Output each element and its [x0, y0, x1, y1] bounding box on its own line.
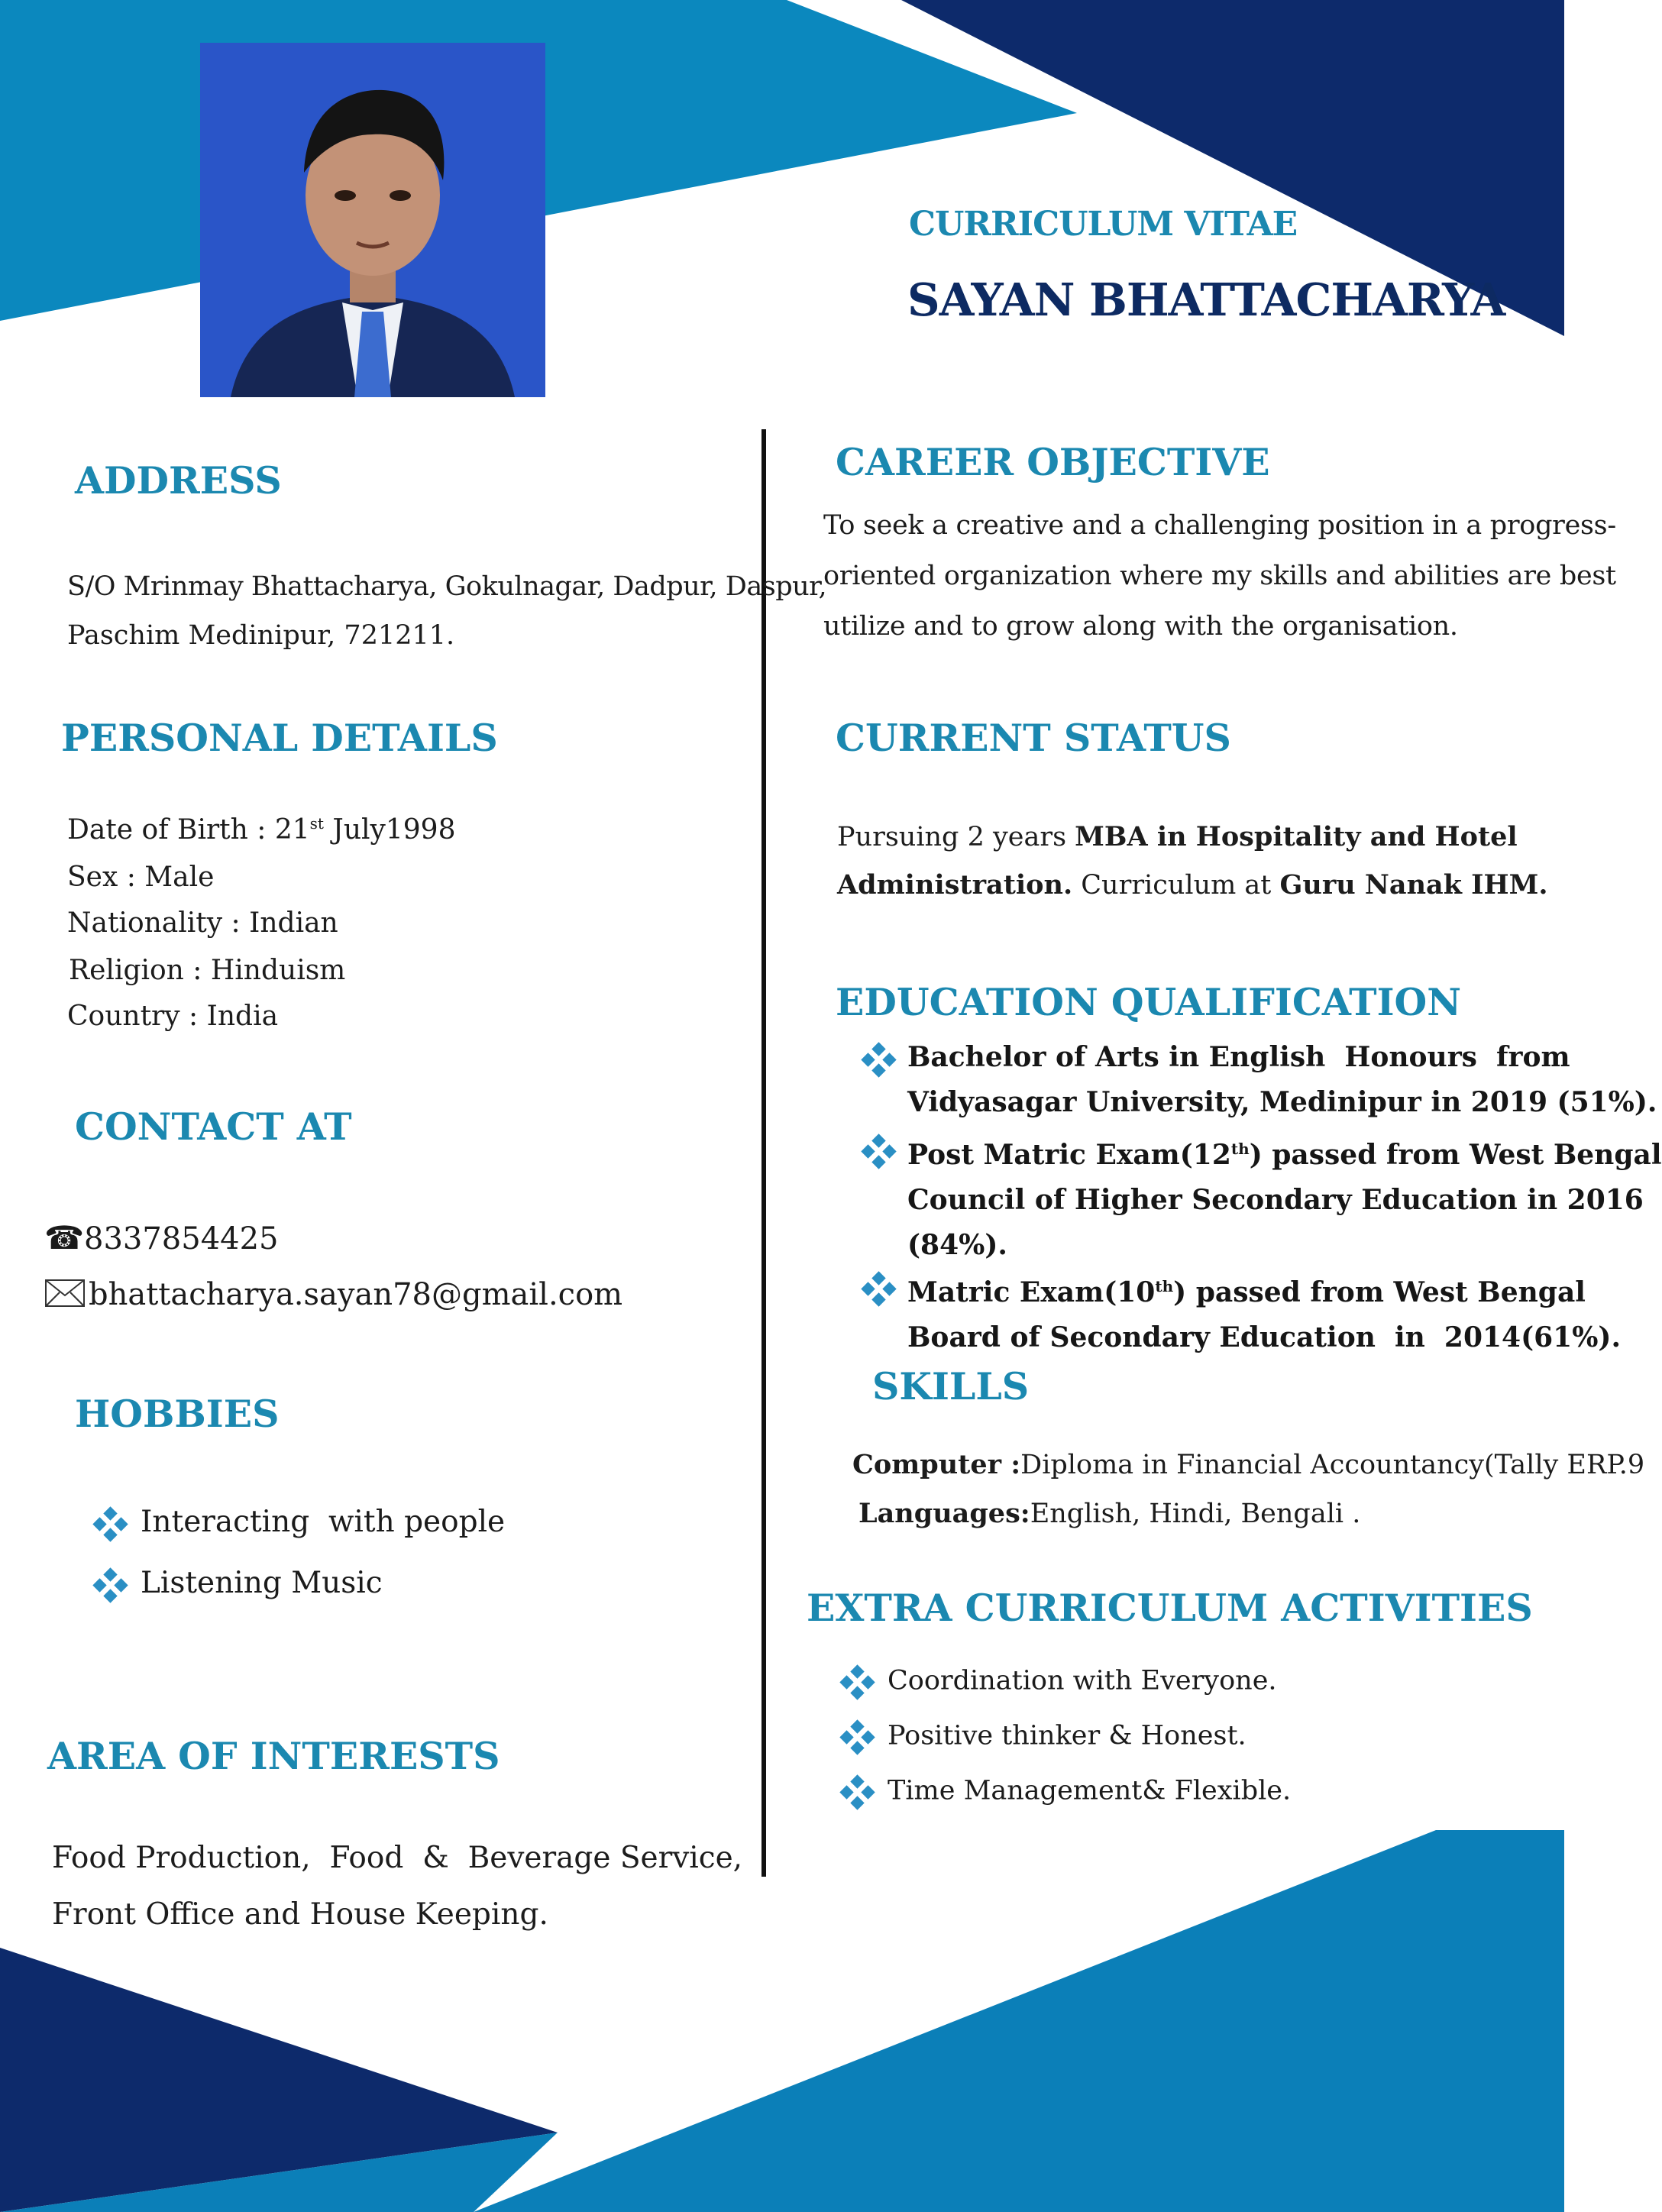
edu2-line-3: (84%). — [907, 1229, 1007, 1261]
status-institute: Guru Nanak IHM. — [1279, 869, 1548, 901]
date-of-birth — [67, 814, 455, 846]
extra-label: Coordination with Everyone. — [888, 1665, 1277, 1696]
edu1-line-1: Bachelor of Arts in English Honours from — [907, 1041, 1570, 1073]
column-divider — [761, 429, 766, 1877]
skills-heading: SKILLS — [872, 1364, 1030, 1408]
telephone-icon: ☎ — [44, 1219, 85, 1256]
computer-label: Computer : — [852, 1449, 1021, 1480]
hobby-item-2 — [93, 1566, 383, 1602]
edu2-text-a: Post Matric Exam(12 — [907, 1139, 1231, 1171]
edu2-line-2: Council of Higher Secondary Education in 2016 — [907, 1184, 1644, 1216]
edu1-line-2: Vidyasagar University, Medinipur in 2019 (51%). — [907, 1086, 1657, 1118]
extra-item-1 — [840, 1665, 1277, 1699]
interests-line-2: Front Office and House Keeping. — [52, 1897, 548, 1932]
extra-label: Time Management& Flexible. — [888, 1775, 1292, 1806]
phone-number: 8337854425 — [84, 1221, 279, 1256]
dob-sup: st — [309, 814, 324, 833]
skills-languages — [858, 1498, 1360, 1529]
dob-rest: July1998 — [323, 814, 456, 846]
status-text-2: Curriculum at — [1072, 870, 1280, 901]
profile-photo — [200, 43, 545, 397]
diamond-bullet-icon — [93, 1568, 127, 1602]
status-text: Pursuing 2 years — [837, 822, 1075, 852]
personal-details-heading: PERSONAL DETAILS — [61, 716, 498, 760]
religion: Religion : Hinduism — [69, 955, 346, 986]
extra-curricular-heading: EXTRA CURRICULUM ACTIVITIES — [807, 1586, 1533, 1630]
diamond-bullet-icon — [93, 1507, 127, 1541]
email-row — [44, 1277, 622, 1315]
languages-label: Languages: — [858, 1498, 1030, 1529]
edu3-line-2: Board of Secondary Education in 2014(61%). — [907, 1321, 1621, 1353]
envelope-icon — [44, 1279, 89, 1315]
edu3-sup: th — [1155, 1277, 1174, 1295]
hobby-label: Interacting with people — [141, 1505, 506, 1539]
phone-row — [44, 1219, 279, 1256]
interests-heading: AREA OF INTERESTS — [47, 1734, 500, 1778]
languages-value: English, Hindi, Bengali . — [1030, 1499, 1361, 1529]
career-objective-heading: CAREER OBJECTIVE — [836, 440, 1270, 484]
cv-label: CURRICULUM VITAE — [909, 205, 1298, 244]
edu3-line-1 — [907, 1264, 1621, 1315]
contact-heading: CONTACT AT — [75, 1104, 352, 1149]
objective-line-2: oriented organization where my skills and abilities are best — [823, 561, 1616, 591]
bottom-right-blue-shape — [474, 1830, 1564, 2212]
objective-line-1: To seek a creative and a challenging position in a progress- — [823, 510, 1616, 541]
status-line-2 — [837, 869, 1548, 901]
status-program: MBA in Hospitality and Hotel — [1075, 821, 1518, 852]
diamond-bullet-icon — [840, 1665, 874, 1699]
dob-label: Date of Birth : 21 — [67, 814, 310, 846]
address-heading: ADDRESS — [75, 458, 282, 503]
diamond-bullet-icon — [840, 1775, 874, 1809]
objective-line-3: utilize and to grow along with the organisation. — [823, 611, 1458, 642]
hobbies-heading: HOBBIES — [75, 1392, 280, 1436]
interests-line-1: Food Production, Food & Beverage Service, — [52, 1841, 743, 1875]
skills-computer — [852, 1449, 1644, 1480]
computer-value: Diploma in Financial Accountancy(Tally ERP.9 — [1020, 1450, 1645, 1480]
sex: Sex : Male — [67, 862, 215, 893]
edu3-text-b: ) passed from West Bengal — [1173, 1276, 1586, 1308]
edu2-text-b: ) passed from West Bengal — [1249, 1139, 1662, 1171]
current-status-heading: CURRENT STATUS — [836, 716, 1231, 760]
diamond-bullet-icon — [862, 1272, 895, 1305]
extra-item-2 — [840, 1720, 1246, 1754]
edu2-line-1 — [907, 1127, 1662, 1178]
education-heading: EDUCATION QUALIFICATION — [836, 980, 1462, 1024]
extra-label: Positive thinker & Honest. — [888, 1720, 1246, 1751]
diamond-bullet-icon — [862, 1043, 895, 1076]
extra-item-3 — [840, 1775, 1291, 1809]
country: Country : India — [67, 1001, 279, 1032]
diamond-bullet-icon — [840, 1720, 874, 1754]
status-line-1 — [837, 821, 1518, 852]
candidate-name: SAYAN BHATTACHARYA — [907, 273, 1505, 326]
diamond-bullet-icon — [862, 1134, 895, 1168]
hobby-label: Listening Music — [141, 1566, 383, 1600]
address-line-1: S/O Mrinmay Bhattacharya, Gokulnagar, Dadpur, Daspur, — [67, 571, 827, 602]
status-program-cont: Administration. — [837, 869, 1073, 901]
edu2-sup: th — [1230, 1140, 1250, 1158]
hobby-item-1 — [93, 1505, 505, 1541]
edu3-text-a: Matric Exam(10 — [907, 1276, 1156, 1308]
nationality: Nationality : Indian — [67, 907, 338, 939]
address-line-2: Paschim Medinipur, 721211. — [67, 620, 455, 651]
email-address[interactable]: bhattacharya.sayan78@gmail.com — [89, 1277, 623, 1312]
